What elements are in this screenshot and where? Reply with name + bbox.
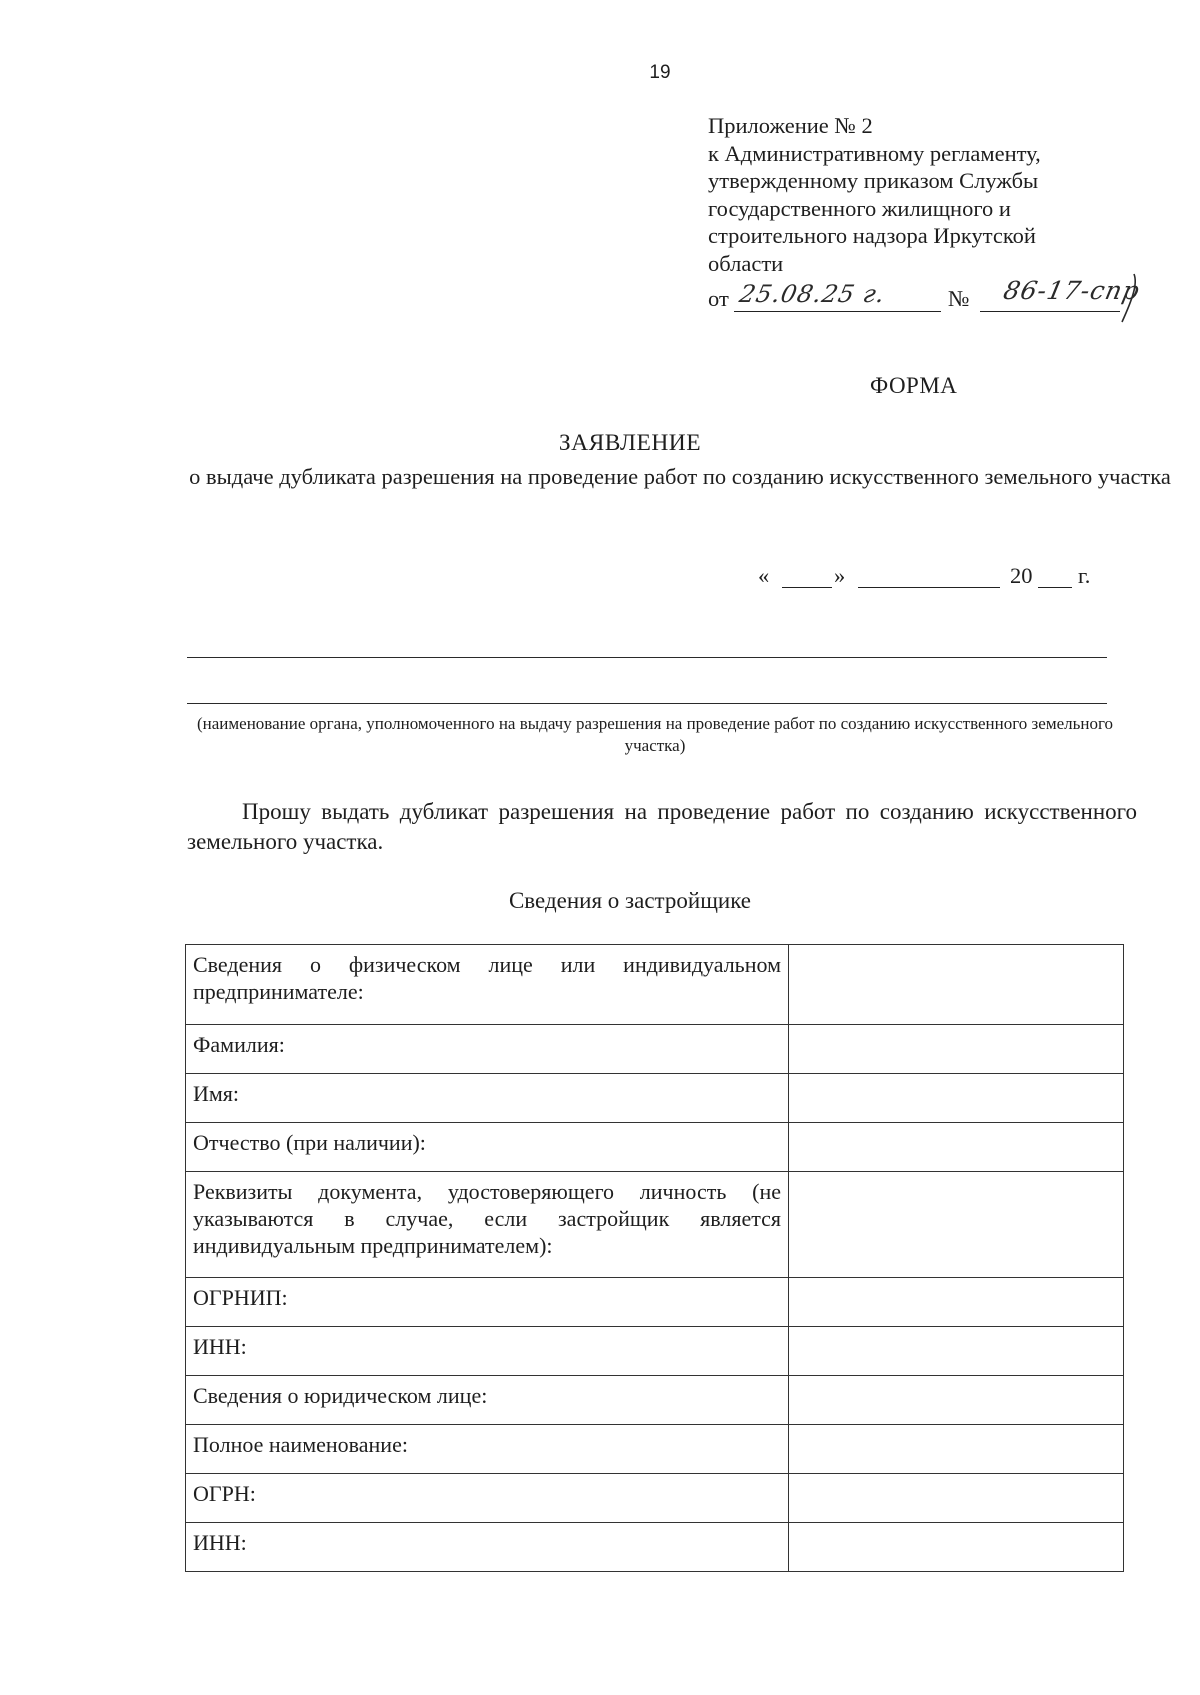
appendix-line: утвержденному приказом Службы bbox=[708, 168, 1039, 193]
row-label: Фамилия: bbox=[186, 1025, 789, 1074]
document-title: ЗАЯВЛЕНИЕ bbox=[558, 430, 702, 456]
table-row bbox=[186, 1123, 1124, 1172]
section-title: Сведения о застройщике bbox=[508, 888, 752, 913]
table-row bbox=[186, 1474, 1124, 1523]
date-blank bbox=[758, 563, 1098, 597]
table-row bbox=[186, 1327, 1124, 1376]
authority-blank-line bbox=[187, 657, 1107, 658]
authority-blank-line bbox=[187, 703, 1107, 704]
handwritten-date: 25.08.25 г. bbox=[737, 280, 889, 308]
row-label: ИНН: bbox=[186, 1327, 789, 1376]
handwritten-stroke bbox=[1112, 270, 1142, 326]
table-row bbox=[186, 1172, 1124, 1278]
table-row bbox=[186, 1425, 1124, 1474]
row-value-field[interactable] bbox=[789, 1172, 1124, 1278]
row-value-field[interactable] bbox=[789, 1074, 1124, 1123]
row-value-field[interactable] bbox=[789, 1327, 1124, 1376]
date-underline bbox=[734, 311, 941, 312]
date-prefix: от bbox=[708, 286, 729, 311]
row-label: Сведения о юридическом лице: bbox=[186, 1376, 789, 1425]
year-prefix: 20 bbox=[1010, 563, 1033, 588]
row-label: Реквизиты документа, удостоверяющего личность (не указываются в случае, если застройщик является индивидуальным предпринимателем): bbox=[186, 1172, 789, 1278]
number-prefix: № bbox=[948, 286, 970, 311]
row-label: Отчество (при наличии): bbox=[186, 1123, 789, 1172]
appendix-block bbox=[708, 112, 1128, 277]
row-label: Полное наименование: bbox=[186, 1425, 789, 1474]
handwritten-number: 86-17-спр bbox=[1000, 276, 1143, 305]
appendix-line: к Административному регламенту, bbox=[708, 140, 1041, 166]
row-label: Сведения о физическом лице или индивидуальном предпринимателе: bbox=[186, 945, 789, 1025]
appendix-line: государственного жилищного и bbox=[708, 195, 1011, 221]
month-blank bbox=[858, 587, 1000, 588]
year-blank bbox=[1038, 587, 1072, 588]
row-label: Имя: bbox=[186, 1074, 789, 1123]
close-quote: » bbox=[834, 563, 846, 588]
table-row bbox=[186, 1025, 1124, 1074]
row-label: ОГРНИП: bbox=[186, 1278, 789, 1327]
appendix-line: Приложение № 2 bbox=[708, 113, 873, 138]
row-value-field[interactable] bbox=[789, 1523, 1124, 1572]
row-value-field[interactable] bbox=[789, 1474, 1124, 1523]
developer-info-table bbox=[185, 944, 1124, 1572]
page-number: 19 bbox=[649, 62, 671, 83]
request-paragraph: Прошу выдать дубликат разрешения на проведение работ по созданию искусственного земельного участка. bbox=[187, 799, 1137, 854]
row-value-field[interactable] bbox=[789, 1278, 1124, 1327]
day-blank bbox=[782, 587, 832, 588]
row-value-field[interactable] bbox=[789, 1123, 1124, 1172]
row-label: ОГРН: bbox=[186, 1474, 789, 1523]
authority-caption: (наименование органа, уполномоченного на выдачу разрешения на проведение работ по созданию искусственного земельного участка) bbox=[196, 714, 1114, 755]
appendix-line: строительного надзора Иркутской bbox=[708, 223, 1036, 248]
row-value-field[interactable] bbox=[789, 1376, 1124, 1425]
table-row bbox=[186, 1074, 1124, 1123]
form-label: ФОРМА bbox=[870, 373, 958, 398]
row-value-field[interactable] bbox=[789, 1025, 1124, 1074]
approval-reference bbox=[708, 276, 1168, 316]
table-row bbox=[186, 1523, 1124, 1572]
row-value-field[interactable] bbox=[789, 1425, 1124, 1474]
document-subtitle: о выдаче дубликата разрешения на проведение работ по созданию искусственного земельного участка bbox=[189, 464, 1171, 489]
appendix-line: области bbox=[708, 250, 784, 276]
number-underline bbox=[980, 311, 1120, 312]
table-row bbox=[186, 1278, 1124, 1327]
row-value-field[interactable] bbox=[789, 945, 1124, 1025]
table-row bbox=[186, 1376, 1124, 1425]
open-quote: « bbox=[758, 563, 770, 588]
row-label: ИНН: bbox=[186, 1523, 789, 1572]
year-suffix: г. bbox=[1078, 563, 1091, 588]
table-row bbox=[186, 945, 1124, 1025]
